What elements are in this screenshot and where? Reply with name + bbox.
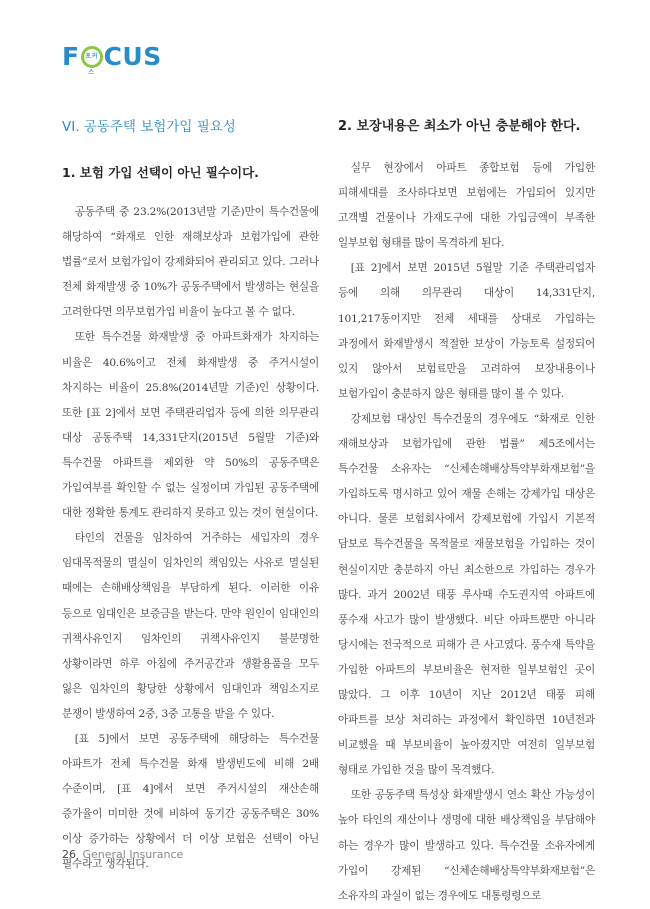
page-number: 26 (62, 848, 76, 861)
publication-name: General Insurance (82, 848, 184, 861)
logo-letters-cus: CUS (103, 42, 162, 71)
paragraph: 강제보험 대상인 특수건물의 경우에도 “화재로 인한 재해보상과 보험가입에 관한 법률” 제5조에서는 특수건물 소유자는 “신체손해배상특약부화재보험”을 가입하도록 명시하고 있어 재물 손해는 강제가입 대상은 아니다. 물론 보험회사에서 강제보험에 가입시 기본적 담보로 특수건물을 목적물로 재물보험을 가입하는 것이 현실이지만 충분하지 아닌 최소한으로 가입하는 경우가 많다. 과거 2002년 태풍 루사때 수도권지역 아파트에 풍수재 사고가 많이 발생했다. 비단 아파트뿐만 아니라 당시에는 전국적으로 피해가 큰 사고였다. 풍수재 특약을 가입한 아파트의 부보비율은 현저한 일부보험인 곳이 많았다. 그 이후 10년이 지난 2012년 태풍 피해 아파트를 보상 처리하는 과정에서 확인하면 10년전과 비교했을 때 부보비율이 높아졌지만 여전히 일부보험 형태로 가입한 것을 많이 목격했다. (338, 412, 595, 777)
paragraph: 또한 특수건물 화재발생 중 아파트화재가 차지하는 비율은 40.6%이고 전체 화재발생 중 주거시설이 차지하는 비율이 25.8%(2014년말 기준)인 상황이다. 또한 [표 2]에서 보면 주택관리업자 등에 의한 의무관리 대상 공동주택 14,331단지(2015년 5월말 기준)와 특수건물 아파트를 제외한 약 50%의 공동주택은 가입여부를 확인할 수 없는 실정이며 가입된 공동주택에 대한 정확한 통계도 관리하지 못하고 있는 것이 현실이다. (62, 331, 319, 520)
right-column (338, 118, 595, 909)
paragraph: [표 2]에서 보면 2015년 5월말 기준 주택관리업자 등에 의해 의무관리 대상이 14,331단지, 101,217동이지만 전체 세대를 상대로 가입하는 과정에서 화재발생시 적절한 보상이 가능토록 설정되어 있지 않아서 보험료만을 고려하여 보장내용이나 보험가입이 충분하지 않은 형태를 많이 볼 수 있다. (338, 262, 595, 400)
logo-letter-f: F (62, 42, 80, 71)
page-footer (62, 848, 183, 861)
paragraph: 실무 현장에서 아파트 종합보험 등에 가입한 피해세대를 조사하다보면 보험에는 가입되어 있지만 고객별 건물이나 가재도구에 대한 가입금액이 부족한 일부보험 형태를 많이 목격하게 된다. (338, 162, 595, 250)
focus-logo (62, 42, 162, 76)
logo-ring-text: 포커스 (85, 52, 98, 76)
paragraph: 타인의 건물을 임차하여 거주하는 세입자의 경우 임대목적물의 멸실이 임차인의 책임있는 사유로 멸실된 때에는 손해배상책임을 부담하게 된다. 이러한 이유 등으로 임대인은 보증금을 받는다. 만약 원인이 임대인의 귀책사유인지 임차인의 귀책사유인지 불분명한 상황이라면 하루 아침에 주거공간과 생활용품을 모두 잃은 임차인의 황당한 상황에서 임대인과 책임소지로 분쟁이 발생하여 2중, 3중 고통을 받을 수 있다. (62, 532, 319, 720)
paragraph: 또한 공동주택 특성상 화재발생시 연소 확산 가능성이 높아 타인의 재산이나 생명에 대한 배상책임을 부담해야 하는 경우가 많이 발생하고 있다. 특수건물 소유자에게 가입이 강제된 “신체손해배상특약부화재보험”은 소유자의 과실이 없는 경우에도 대통령령으로 (338, 789, 595, 902)
left-column (62, 118, 319, 878)
logo-ring-icon (81, 46, 103, 76)
paragraph: [표 5]에서 보면 공동주택에 해당하는 특수건물 아파트가 전체 특수건물 화재 발생빈도에 비해 2배 수준이며, [표 4]에서 보면 주거시설의 재산손해 증가율이 미미한 것에 비하여 동기간 공동주택은 30%이상 증가하는 상황에서 더 이상 보험은 선택이 아닌 필수라고 생각된다. (62, 732, 319, 871)
subsection-title-1: 1. 보험 가입 선택이 아닌 필수이다. (62, 165, 259, 180)
paragraph: 공동주택 중 23.2%(2013년말 기준)만이 특수건물에 해당하여 “화재로 인한 재해보상과 보험가입에 관한 법률”로서 보험가입이 강제화되어 관리되고 있다. 그러나 전체 화재발생 중 10%가 공동주택에서 발생하는 현실을 고려한다면 의무보험가입 비율이 높다고 볼 수 없다. (62, 206, 319, 319)
subsection-title-2: 2. 보장내용은 최소가 아닌 충분해야 한다. (338, 119, 581, 134)
section-title-6: VI. 공동주택 보험가입 필요성 (62, 119, 236, 135)
